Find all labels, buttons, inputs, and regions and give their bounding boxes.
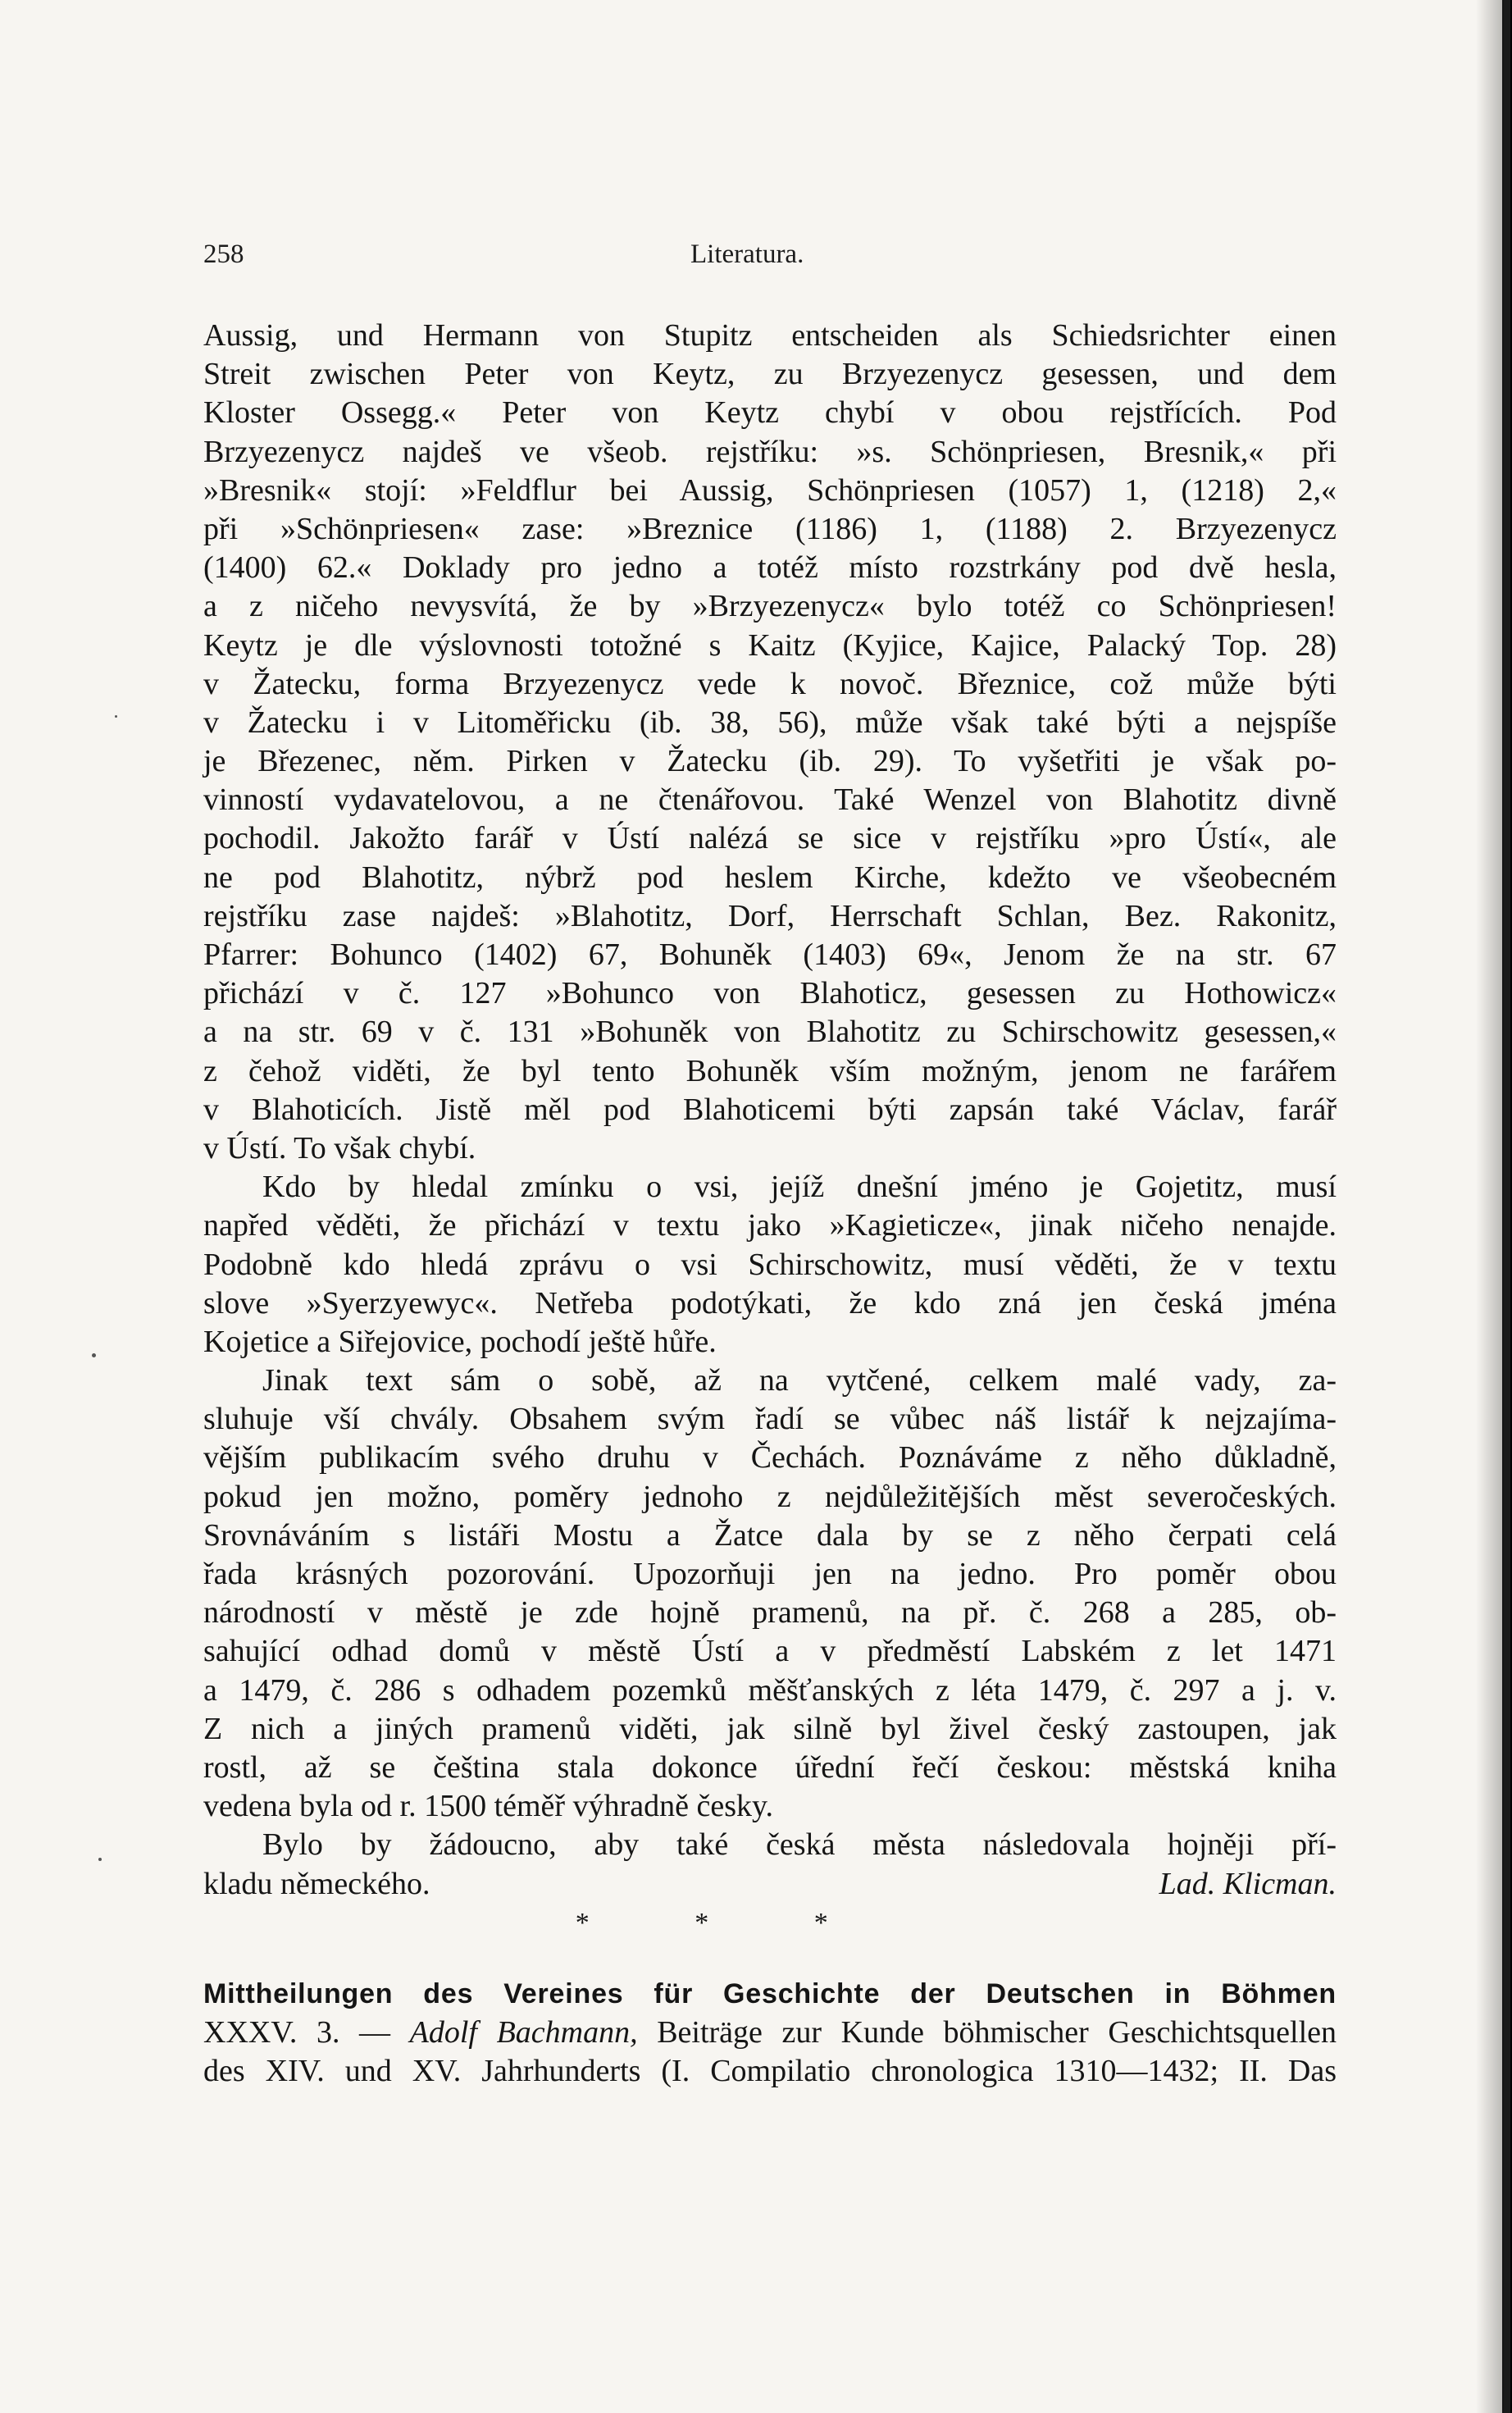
text-line: pokud jen možno, poměry jednoho z nejdůležitějších měst severočeských. xyxy=(203,1479,1337,1514)
page-number: 258 xyxy=(203,239,244,269)
text-line: řada krásných pozorování. Upozorňuji jen na jedno. Pro poměr obou xyxy=(203,1557,1337,1591)
text-line: Aussig, und Hermann von Stupitz entscheiden als Schiedsrichter einen xyxy=(203,318,1337,353)
text-line: rostl, až se čeština stala dokonce úřední řečí českou: městská kniha xyxy=(203,1749,1337,1785)
text-line: je Březenec, něm. Pirken v Žatecku (ib. 29). To vyšetřiti je však po- xyxy=(203,744,1337,779)
text-line: Kojetice a Siřejovice, pochodí ještě hůře. xyxy=(203,1324,717,1359)
text-line: pochodil. Jakožto farář v Ústí nalézá se sice v rejstříku »pro Ústí«, ale xyxy=(203,821,1337,856)
bibliography-volume: XXXV. 3. — xyxy=(203,2015,410,2050)
text-line: Podobně kdo hledá zprávu o vsi Schirschowitz, musí věděti, že v textu xyxy=(203,1247,1337,1282)
paragraph-4 xyxy=(203,1826,1337,1903)
text-line: v Blahoticích. Jistě měl pod Blahoticemi býti zapsán také Václav, farář xyxy=(203,1092,1337,1127)
text-line: napřed věděti, že přichází v textu jako »Kagieticze«, jinak ničeho nenajde. xyxy=(203,1208,1337,1243)
text-line: a na str. 69 v č. 131 »Bohuněk von Blahotitz zu Schirschowitz gesessen,« xyxy=(203,1015,1337,1050)
text-line: slove »Syerzyewyc«. Netřeba podotýkati, že kdo zná jen česká jména xyxy=(203,1285,1337,1321)
paragraph-3 xyxy=(203,1362,1337,1826)
bibliography-heading: Mittheilungen des Vereines für Geschichte der Deutschen in Böhmen xyxy=(203,1977,1337,2009)
text-line: Streit zwischen Peter von Keytz, zu Brzyezenycz gesessen, und dem xyxy=(203,357,1337,392)
spacer xyxy=(203,1942,1337,1975)
text-line: Jinak text sám o sobě, až na vytčené, celkem malé vady, za- xyxy=(262,1363,1337,1398)
text-line: při »Schönpriesen« zase: »Breznice (1186) 1, (1188) 2. Brzyezenycz xyxy=(203,511,1337,546)
text-line: a 1479, č. 286 s odhadem pozemků měšťanských z léta 1479, č. 297 a j. v. xyxy=(203,1672,1337,1708)
text-line: Keytz je dle výslovnosti totožné s Kaitz (Kyjice, Kajice, Palacký Top. 28) xyxy=(203,627,1337,663)
text-line: rejstříku zase najdeš: »Blahotitz, Dorf, Herrschaft Schlan, Bez. Rakonitz, xyxy=(203,898,1337,933)
bibliography-line-1 xyxy=(203,2014,1337,2052)
text-line: a z ničeho nevysvítá, že by »Brzyezenycz« bylo totéž co Schönpriesen! xyxy=(203,589,1337,624)
text-line: »Bresnik« stojí: »Feldflur bei Aussig, Schönpriesen (1057) 1, (1218) 2,« xyxy=(203,472,1337,508)
text-line: národností v městě je zde hojně pramenů, na př. č. 268 a 285, ob- xyxy=(203,1595,1337,1631)
running-head-title: Literatura. xyxy=(690,239,804,269)
text-line: ne pod Blahotitz, nýbrž pod heslem Kirche, kdežto ve všeobecném xyxy=(203,860,1337,895)
bibliography-title: Beiträge zur Kunde böhmischer Geschichtsquellen xyxy=(637,2015,1337,2050)
text-line: sahující odhad domů v městě Ústí a v předměstí Labském z let 1471 xyxy=(203,1634,1337,1669)
paragraph-2 xyxy=(203,1168,1337,1362)
scan-speck xyxy=(92,1353,96,1357)
text-line: vějším publikacím svého druhu v Čechách. Poznáváme z něho důkladně, xyxy=(203,1440,1337,1476)
text-line: Bylo by žádoucno, aby také česká města následovala hojněji pří- xyxy=(262,1827,1337,1863)
page-edge-shadow xyxy=(1476,0,1504,2413)
text-line: v Ústí. To však chybí. xyxy=(203,1130,476,1165)
text-line: v Žatecku, forma Brzyezenycz vede k novoč. Březnice, což může býti xyxy=(203,666,1337,701)
text-line: sluhuje vší chvály. Obsahem svým řadí se vůbec náš listář k nejzajíma- xyxy=(203,1402,1337,1437)
running-header xyxy=(203,239,1335,281)
text-line: vinností vydavatelovou, a ne čtenářovou. Také Wenzel von Blahotitz divně xyxy=(203,782,1337,818)
text-line: Brzyezenycz najdeš ve všeob. rejstříku: »s. Schönpriesen, Bresnik,« při xyxy=(203,434,1337,469)
scan-speck xyxy=(98,1858,102,1861)
text-line: Z nich a jiných pramenů viděti, jak silně byl živel český zastoupen, jak xyxy=(203,1711,1337,1746)
bibliography-line-2: des XIV. und XV. Jahrhunderts (I. Compilatio chronologica 1310—1432; II. Das xyxy=(203,2054,1337,2089)
scan-speck xyxy=(115,715,117,718)
body-text xyxy=(203,317,1337,2091)
bibliography-author: Adolf Bachmann, xyxy=(409,2015,638,2050)
text-line: z čehož viděti, že byl tento Bohuněk vším možným, jenom ne farářem xyxy=(203,1053,1337,1088)
text-line: (1400) 62.« Doklady pro jedno a totéž místo rozstrkány pod dvě hesla, xyxy=(203,550,1337,586)
text-line: Srovnáváním s listáři Mostu a Žatce dala by se z něho čerpati celá xyxy=(203,1517,1337,1553)
paragraph-1 xyxy=(203,317,1337,1168)
text-line: vedena byla od r. 1500 téměř výhradně česky. xyxy=(203,1789,774,1824)
text-line: Pfarrer: Bohunco (1402) 67, Bohuněk (1403) 69«, Jenom že na str. 67 xyxy=(203,937,1337,972)
text-line: v Žatecku i v Litoměřicku (ib. 38, 56), může však také býti a nejspíše xyxy=(203,705,1337,740)
text-line: Kdo by hledal zmínku o vsi, jejíž dnešní jméno je Gojetitz, musí xyxy=(262,1170,1337,1205)
author-signature: Lad. Klicman. xyxy=(1159,1866,1337,1901)
text-line-content: kladu německého. xyxy=(203,1866,430,1901)
section-separator: * * * xyxy=(575,1907,877,1938)
text-line: Kloster Ossegg.« Peter von Keytz chybí v obou rejstřících. Pod xyxy=(203,395,1337,431)
text-line: přichází v č. 127 »Bohunco von Blahoticz, gesessen zu Hothowicz« xyxy=(203,976,1337,1011)
text-line xyxy=(203,1865,1337,1904)
